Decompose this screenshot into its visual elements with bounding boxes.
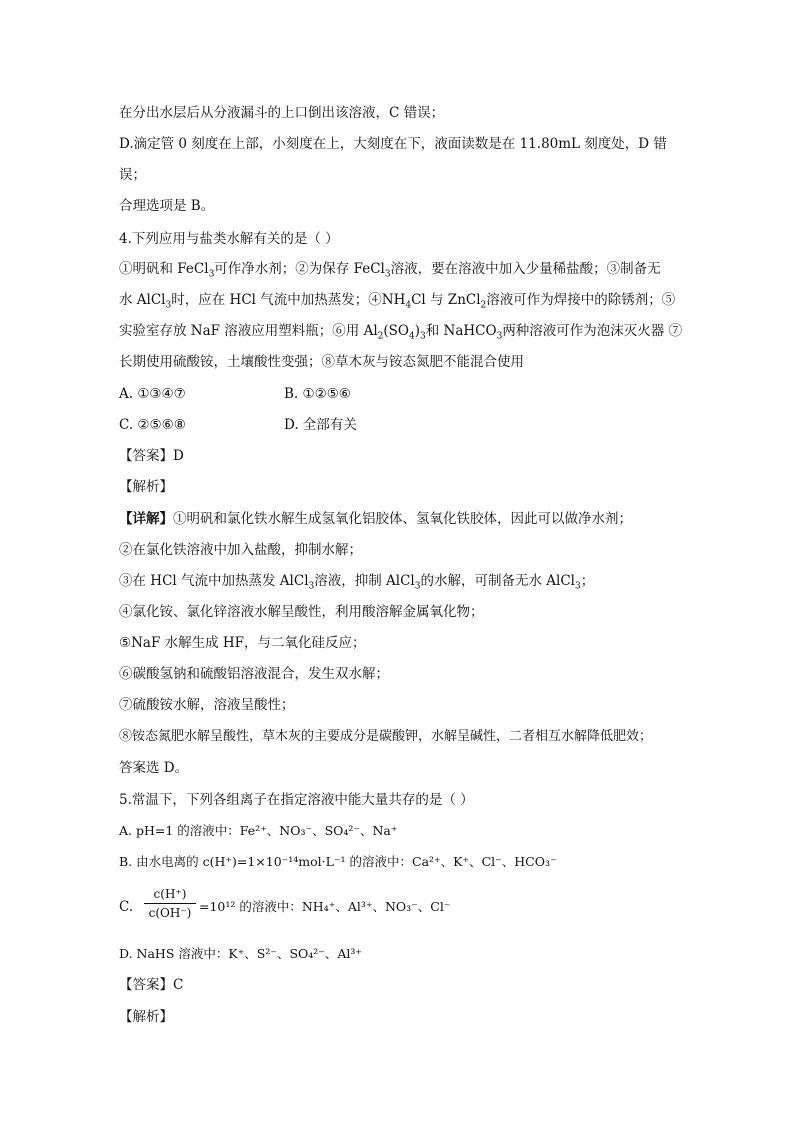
option-d: D. 全部有关 xyxy=(284,417,357,433)
option-c-text: =10¹² 的溶液中：NH₄⁺、Al³⁺、NO₃⁻、Cl⁻ xyxy=(199,899,451,914)
option-c-label: C. xyxy=(119,899,134,915)
detail-line: ⑥碳酸氢钠和硫酸铝溶液混合，发生双水解； xyxy=(119,666,389,682)
question-4-statement-line: ①明矾和 FeCl$_3$可作净水剂；②为保存 FeCl$_3$溶液，要在溶液中加入少量稀盐酸；③制备无 xyxy=(119,261,661,280)
text-line: 合理选项是 B。 xyxy=(119,198,215,214)
detail-line: 答案选 D。 xyxy=(119,760,189,776)
option-b: B. ①②⑤⑥ xyxy=(284,386,351,402)
fraction xyxy=(144,887,196,920)
question-5-stem: 5.常温下，下列各组离子在指定溶液中能大量共存的是（ ） xyxy=(119,792,474,808)
option-c: C. ②⑤⑥⑧ xyxy=(119,417,186,433)
analysis-label: 【解析】 xyxy=(119,479,173,495)
option-a: A. ①③④⑦ xyxy=(119,386,186,402)
detail-label: 【详解】 xyxy=(119,511,173,527)
detail-line: ③在 HCl 气流中加热蒸发 AlCl$_3$溶液，抑制 AlCl$_3$的水解，可制备无水 AlCl$_3$； xyxy=(119,573,595,592)
answer-label: 【答案】C xyxy=(119,977,184,993)
fraction-denominator: c(OH⁻) xyxy=(148,906,192,920)
detail-line: ⑦硫酸铵水解，溶液呈酸性； xyxy=(119,697,295,713)
detail-line: ②在氯化铁溶液中加入盐酸，抑制水解； xyxy=(119,542,362,558)
option-a: A. pH=1 的溶液中：Fe²⁺、NO₃⁻、SO₄²⁻、Na⁺ xyxy=(119,823,398,838)
option-d: D. NaHS 溶液中：K⁺、S²⁻、SO₄²⁻、Al³⁺ xyxy=(119,946,363,961)
question-4-stem: 4.下列应用与盐类水解有关的是（ ） xyxy=(119,231,339,247)
detail-line: ④氯化铵、氯化锌溶液水解呈酸性，利用酸溶解金属氧化物； xyxy=(119,604,484,620)
answer-label: 【答案】D xyxy=(119,448,184,464)
text-line: D.滴定管 0 刻度在上部，小刻度在上，大刻度在下，液面读数是在 11.80mL 刻度处，D 错 xyxy=(119,136,667,152)
detail-line: 【详解】①明矾和氯化铁水解生成氢氧化铝胶体、氢氧化铁胶体，因此可以做净水剂； xyxy=(119,511,632,527)
fraction-numerator: c(H⁺) xyxy=(144,887,196,904)
analysis-label: 【解析】 xyxy=(119,1009,173,1025)
text-line: 误； xyxy=(119,167,146,183)
question-4-statement-line: 水 AlCl$_3$时，应在 HCl 气流中加热蒸发；$④NH_4Cl$ 与 ZnCl$_2$溶液可作为焊接中的除锈剂；⑤ xyxy=(119,292,676,311)
detail-line: ⑤NaF 水解生成 HF，与二氧化硅反应； xyxy=(119,635,366,651)
question-4-statement-line: 实验室存放 NaF 溶液应用塑料瓶；⑥用 $Al_2(SO_4)_3$和 NaHCO$_3$两种溶液可作为泡沫灭火器 ⑦ xyxy=(119,323,683,342)
question-4-statement-line: 长期使用硫酸铵，土壤酸性变强；⑧草木灰与铵态氮肥不能混合使用 xyxy=(119,354,524,370)
text-line: 在分出水层后从分液漏斗的上口倒出该溶液，C 错误； xyxy=(119,105,445,121)
option-b: B. 由水电离的 c(H⁺)=1×10⁻¹⁴mol·L⁻¹ 的溶液中：Ca²⁺、K⁺、Cl⁻、HCO₃⁻ xyxy=(119,854,557,869)
detail-line: ⑧铵态氮肥水解呈酸性，草木灰的主要成分是碳酸钾，水解呈碱性，二者相互水解降低肥效； xyxy=(119,729,653,744)
